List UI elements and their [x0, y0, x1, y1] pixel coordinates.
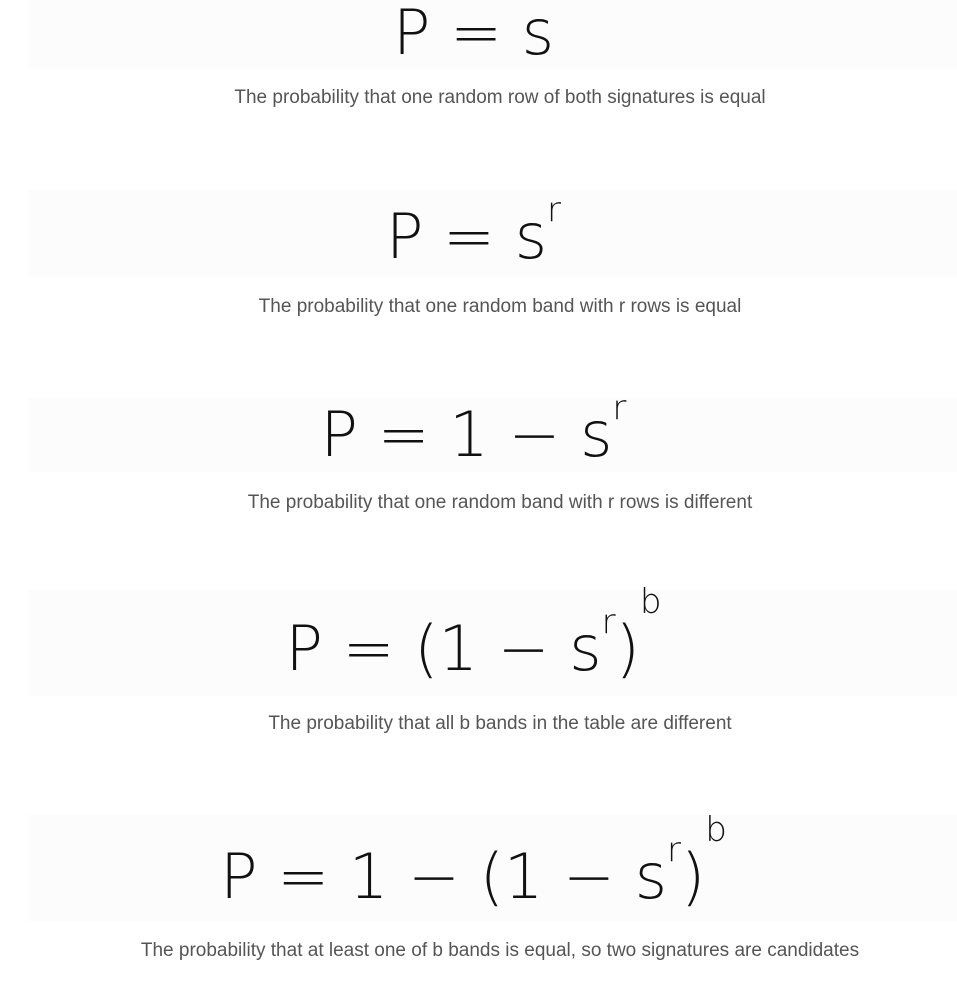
formula-4-exponent-r: r	[601, 602, 616, 642]
formula-1	[0, 0, 957, 69]
caption-1: The probability that one random row of both signatures is equal	[234, 87, 766, 108]
formula-4	[0, 582, 957, 685]
formula-1-text: P = s	[392, 0, 555, 69]
formula-5-base: P = 1 − (1 − s	[220, 840, 667, 913]
formula-5-close-paren: )	[681, 840, 706, 913]
formula-5-exponent-b: b	[705, 810, 727, 850]
formula-4-close-paren: )	[615, 612, 640, 685]
formula-3-exponent-r: r	[612, 388, 627, 428]
formula-3-base: P = 1 − s	[320, 398, 613, 471]
formula-2-exponent-r: r	[547, 190, 562, 230]
formula-4-base: P = (1 − s	[285, 612, 602, 685]
formula-2-base: P = s	[385, 200, 548, 273]
formula-4-exponent-b: b	[639, 582, 662, 622]
formula-3	[0, 388, 957, 471]
caption-2: The probability that one random band with r rows is equal	[258, 296, 742, 317]
formula-2	[0, 190, 957, 273]
caption-5: The probability that at least one of b bands is equal, so two signatures are candidates	[140, 940, 860, 961]
formula-5-exponent-r: r	[667, 830, 682, 870]
caption-3: The probability that one random band with r rows is different	[247, 492, 753, 513]
formula-5	[0, 810, 957, 913]
caption-4: The probability that all b bands in the table are different	[268, 713, 732, 734]
